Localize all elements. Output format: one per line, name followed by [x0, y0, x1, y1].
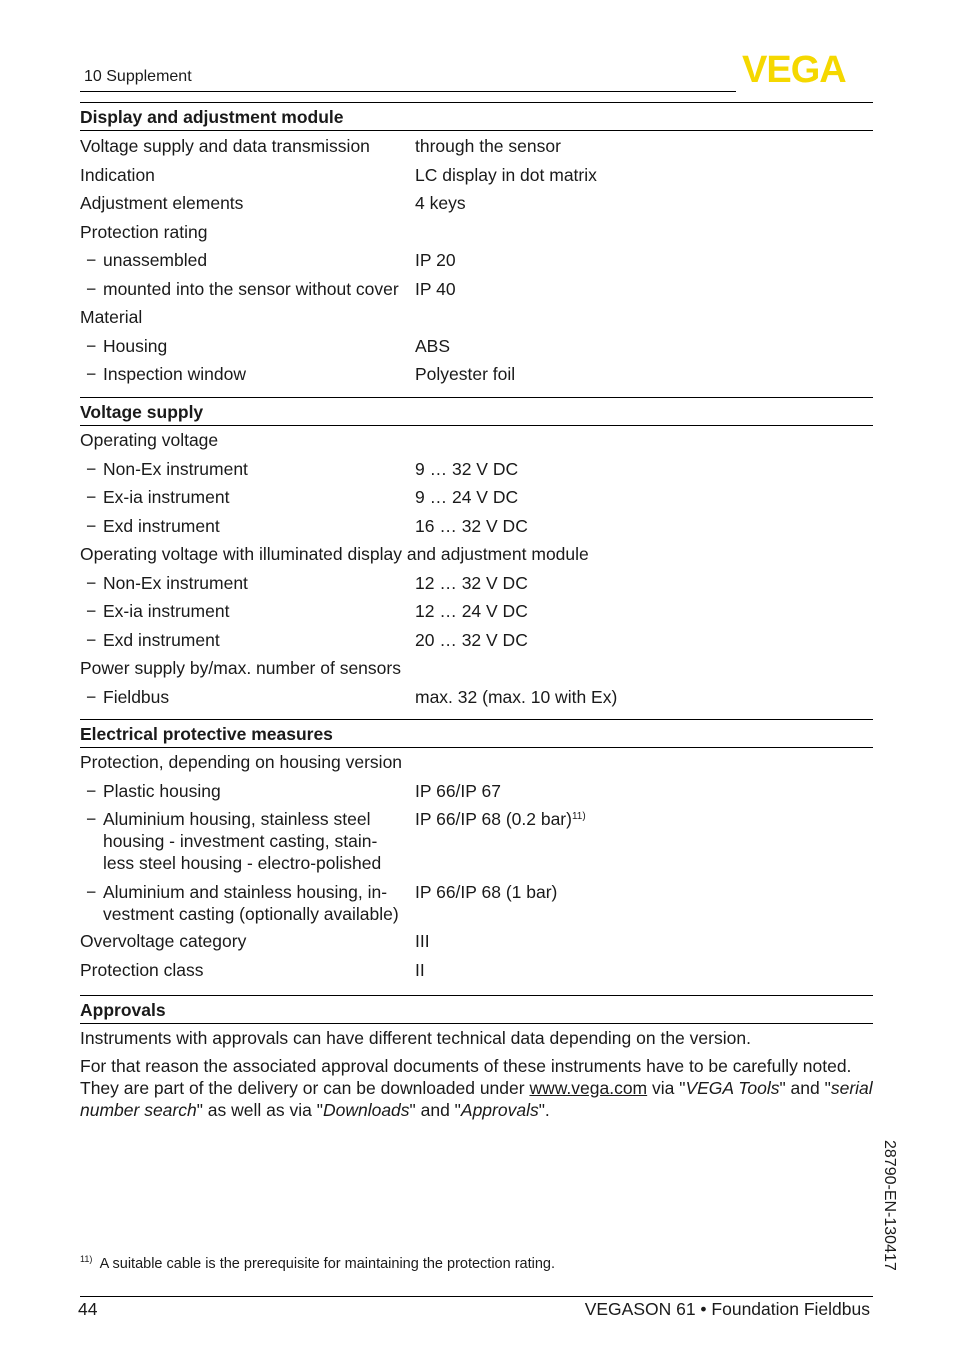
spec-label: − Inspection window: [86, 364, 246, 384]
spec-label: Material: [80, 307, 143, 327]
spec-row: [80, 246, 873, 275]
spec-value: III: [415, 931, 430, 951]
spec-value: LC display in dot matrix: [415, 164, 597, 185]
spec-label: − Plastic housing: [86, 780, 221, 801]
spec-value: II: [415, 959, 425, 980]
spec-row: [80, 218, 873, 247]
spec-label: Operating voltage with illuminated display and adjustment module: [80, 544, 589, 564]
spec-row: [80, 569, 873, 598]
spec-row: [80, 132, 873, 161]
vega-logo-text: VEGA: [742, 52, 846, 84]
spec-label: − Exd instrument: [86, 515, 220, 536]
spec-label: − mounted into the sensor without cover: [86, 278, 399, 299]
spec-label: Protection class: [80, 959, 204, 980]
spec-label: − Ex-ia instrument: [86, 487, 230, 507]
section-title: Voltage supply: [80, 397, 873, 426]
spec-value: 12 … 24 V DC: [415, 601, 528, 621]
footer-rule: [80, 1296, 873, 1297]
spec-label: Overvoltage category: [80, 931, 247, 951]
spec-label: − Non-Ex instrument: [86, 458, 248, 479]
page-number: 44: [78, 1299, 98, 1319]
spec-value: 4 keys: [415, 193, 466, 213]
spec-value: 20 … 32 V DC: [415, 629, 528, 650]
spec-row: [80, 927, 873, 956]
footnote-ref: 11): [571, 811, 586, 822]
spec-row: [80, 483, 873, 512]
spec-label: − Aluminium housing, stainless steel housing - investment casting, stain-less steel housing - electro-polished: [86, 809, 382, 873]
spec-row: [80, 332, 873, 361]
approvals-paragraph-1: Instruments with approvals can have different technical data depending on the version.: [80, 1028, 751, 1048]
document-id: 28790-EN-130417: [881, 1140, 898, 1271]
spec-label: − Exd instrument: [86, 629, 220, 650]
spec-value: 9 … 24 V DC: [415, 487, 519, 507]
spec-label: Adjustment elements: [80, 193, 244, 213]
section-title: Display and adjustment module: [80, 102, 873, 131]
spec-row: [80, 626, 873, 655]
spec-row: [80, 654, 873, 683]
spec-label: − Ex-ia instrument: [86, 601, 230, 621]
spec-row: [80, 455, 873, 484]
spec-value: IP 66/IP 68 (0.2 bar)$^{11)}$: [415, 809, 586, 829]
section-voltage: [80, 397, 873, 711]
spec-row: [80, 275, 873, 304]
section-approvals: [80, 995, 873, 1121]
section-display: [80, 102, 873, 389]
spec-value: ABS: [415, 335, 451, 356]
header-rule: [80, 91, 736, 92]
spec-label: − Non-Ex instrument: [86, 572, 248, 593]
vega-logo: [742, 52, 872, 89]
footnote: $^{11)}$ A suitable cable is the prerequisite for maintaining the protection rating.: [80, 1254, 556, 1272]
spec-value: 9 … 32 V DC: [415, 458, 519, 479]
spec-label: Power supply by/max. number of sensors: [80, 658, 401, 678]
spec-value: IP 20: [415, 250, 456, 270]
spec-value: 16 … 32 V DC: [415, 515, 528, 536]
spec-label: − Aluminium and stainless housing, in-vestment casting (optionally available): [86, 882, 399, 924]
spec-row: [80, 303, 873, 332]
spec-row: [80, 683, 873, 712]
spec-row: [80, 597, 873, 626]
header-section-label: 10 Supplement: [84, 68, 192, 85]
spec-row: [80, 540, 873, 569]
product-name: VEGASON 61 • Foundation Fieldbus: [584, 1299, 870, 1319]
spec-value: 12 … 32 V DC: [415, 572, 528, 593]
spec-value: through the sensor: [415, 136, 561, 156]
spec-label: Operating voltage: [80, 430, 219, 450]
spec-row: [80, 805, 873, 874]
spec-row: [80, 748, 873, 777]
spec-row: [80, 426, 873, 455]
spec-row: [80, 161, 873, 190]
spec-value: Polyester foil: [415, 364, 516, 384]
spec-value: max. 32 (max. 10 with Ex): [415, 686, 618, 707]
spec-value: IP 66/IP 67: [415, 780, 501, 801]
spec-label: − Housing: [86, 335, 168, 356]
spec-label: Protection, depending on housing version: [80, 752, 403, 772]
section-title: Approvals: [80, 995, 873, 1024]
approvals-paragraph-2: For that reason the associated approval documents of these instruments have to be carefully noted. They are part of the delivery or can be downloaded under www.vega.com via "VEGA Tools" and "serial number search" as well as via "Downloads" and "Approvals".: [80, 1056, 873, 1120]
spec-label: Voltage supply and data transmission: [80, 136, 370, 156]
spec-row: [80, 512, 873, 541]
spec-value: IP 40: [415, 278, 456, 299]
section-title: Electrical protective measures: [80, 719, 873, 748]
spec-label: Indication: [80, 164, 155, 185]
spec-row: [80, 189, 873, 218]
spec-value: IP 66/IP 68 (1 bar): [415, 882, 558, 902]
spec-label: − Fieldbus: [86, 686, 170, 707]
spec-row: [80, 777, 873, 806]
spec-row: [80, 956, 873, 985]
section-electrical: [80, 719, 873, 984]
spec-label: − unassembled: [86, 250, 208, 270]
vega-website-link[interactable]: www.vega.com: [529, 1078, 648, 1098]
spec-row: [80, 874, 873, 925]
spec-label: Protection rating: [80, 221, 208, 242]
spec-row: [80, 360, 873, 389]
